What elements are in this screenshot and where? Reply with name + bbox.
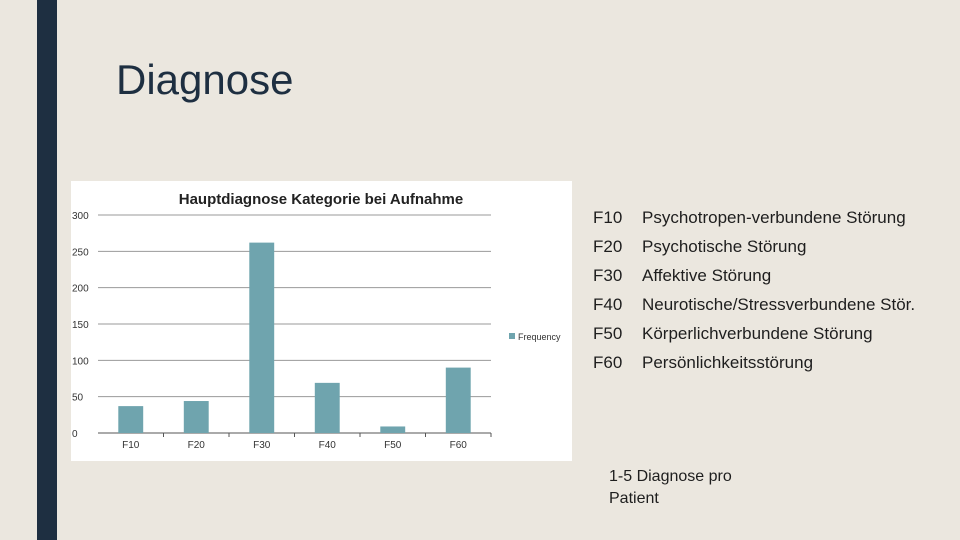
code: F20 xyxy=(593,237,623,256)
x-tick-label: F50 xyxy=(384,440,402,451)
bar-f20 xyxy=(184,401,209,433)
bars xyxy=(118,243,470,433)
gridlines xyxy=(98,215,491,433)
bar-f60 xyxy=(446,368,471,433)
y-tick-label: 300 xyxy=(72,211,89,222)
code: F30 xyxy=(593,266,623,285)
side-accent-bar xyxy=(37,0,57,540)
code-label: Affektive Störung xyxy=(642,266,772,285)
y-tick-label: 50 xyxy=(72,392,84,404)
code-item-f60 xyxy=(593,348,915,377)
chart-svg xyxy=(71,181,572,461)
legend-label: Frequency xyxy=(518,332,561,342)
bar-f50 xyxy=(380,426,405,433)
bar-f30 xyxy=(249,243,274,433)
diagnosis-code-list xyxy=(593,203,915,377)
y-tick-label: 150 xyxy=(72,320,89,331)
code: F60 xyxy=(593,353,623,372)
bar-chart xyxy=(71,181,572,461)
x-tick-label: F60 xyxy=(449,440,467,451)
x-tick-label: F20 xyxy=(187,440,205,451)
code-label: Psychotropen-verbundene Störung xyxy=(642,208,906,227)
code-item-f50 xyxy=(593,319,915,348)
code-label: Psychotische Störung xyxy=(642,237,807,256)
code-item-f20 xyxy=(593,232,915,261)
y-tick-label: 100 xyxy=(72,356,89,368)
code: F10 xyxy=(593,208,623,227)
code: F50 xyxy=(593,324,623,343)
x-tick-label: F10 xyxy=(122,440,140,451)
code-label: Körperlichverbundene Störung xyxy=(642,324,873,343)
legend xyxy=(509,332,561,342)
diagnosis-count-note: 1-5 Diagnose pro Patient xyxy=(609,468,732,507)
x-tick-label: F40 xyxy=(318,440,336,451)
y-tick-label: 0 xyxy=(72,429,78,440)
code-item-f40 xyxy=(593,290,915,319)
x-tick-label: F30 xyxy=(253,440,271,451)
chart-title: Hauptdiagnose Kategorie bei Aufnahme xyxy=(178,191,464,208)
legend-swatch xyxy=(509,333,515,339)
code-label: Persönlichkeitsstörung xyxy=(642,353,814,372)
slide-title: Diagnose xyxy=(116,56,294,103)
y-tick-label: 200 xyxy=(72,283,89,295)
bar-f40 xyxy=(315,383,340,433)
code: F40 xyxy=(593,295,623,314)
code-item-f10 xyxy=(593,203,915,232)
bar-f10 xyxy=(118,406,143,433)
code-label: Neurotische/Stressverbundene Stör. xyxy=(642,295,916,314)
code-item-f30 xyxy=(593,261,915,290)
y-tick-label: 250 xyxy=(72,247,89,259)
